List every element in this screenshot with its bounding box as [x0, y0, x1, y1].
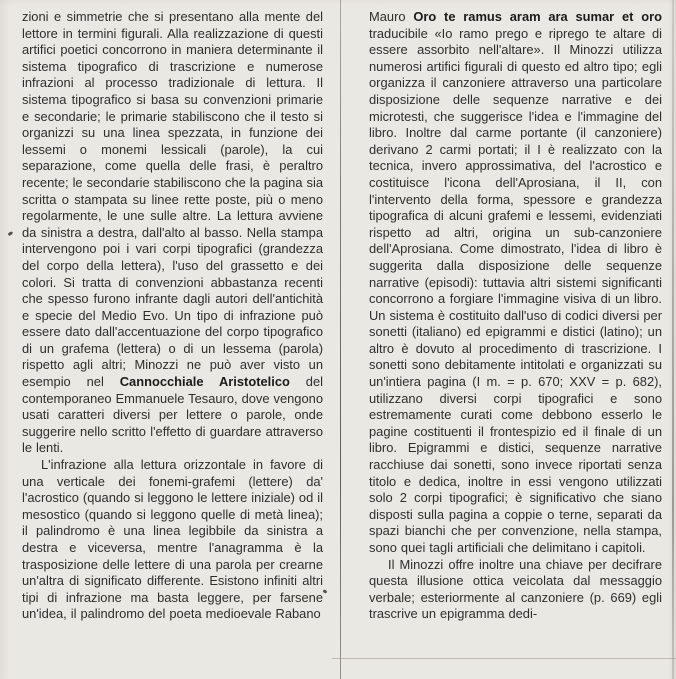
page-edge-scan-line: [672, 0, 674, 679]
bold-phrase-palindrome: Oro te ramus aram ara sumar et oro: [413, 9, 662, 24]
paragraph-text: zioni e simmetrie che si presentano alla mente del lettore in termini figurali. Alla realizzazione di questi artifici poetici concorrono in maniera determinante il sistema tipografico di trascrizione e numerose infrazioni al processo tradizionale di lettura. Il sistema tipografico si basa su convenzioni primarie e secondarie; le primarie stabiliscono che il testo si organizzi su una linea spezzata, in funzione dei lessemi o monemi lessicali (parole), la cui separazione, come quella delle frasi, è peraltro recente; le secondarie stabiliscono che la pagina sia scritta o stampata su linee rette poste, più o meno regolarmente, le une sulle altre. La lettura avviene da sinistra a destra, dall'alto al basso. Nella stampa intervengono poi i vari corpi tipografici (grandezza del corpo della lettera), l'uso del grassetto e dei colori. Si tratta di convenzioni abbastanza recenti che spesso furono infrante dagli autori dell'antichità e specie del Medio Evo. Un tipo di infrazione può essere dato dall'accentuazione del corpo tipografico di un grafema (lettera) o di un lessema (parola) rispetto agli altri; Minozzi ne può aver visto un esempio nel: [22, 9, 323, 390]
paragraph: [22, 457, 323, 623]
scan-speck: [323, 589, 328, 594]
paragraph-continuation: [369, 9, 662, 557]
paragraph-text: Mauro: [369, 9, 414, 24]
paragraph-text: del contemporaneo Emmanuele Tesauro, dove vengono usati caratteri diversi per lettere o parole, onde suggerire nello scritto l'effetto di guardare attraverso le lenti.: [22, 374, 323, 456]
paragraph-text: traducibile «Io ramo prego e riprego te altare di essere assorbito nell'altare». Il Minozzi utilizza numerosi artifici figurali di questo ed altro tipo; egli organizza il canzoniere attraverso una particolare disposizione delle sequenze narrative e dei microtesti, che suggerisce l'idea e l'immagine del libro. Inoltre dal carme portante (il canzoniere) derivano 2 carmi portati; il I è realizzato con la tecnica, invero approssimativa, del l'acrostico e costituisce l'icona dell'Aprosiana, il II, con l'intervento della forma, spessore e grandezza tipografica di alcuni grafemi e lessemi, evidenziati rispetto ad altri, origina un sub-canzoniere dell'Aprosiana. Come dimostrato, l'idea di libro è suggerita dalla disposizione delle sequenze narrative (episodi): tuttavia altri sistemi significanti concorrono a forgiare l'immagine visiva di un libro. Un sistema è costituito dall'uso di codici diversi per sonetti (italiano) ed epigrammi e distici (latino); un altro è dovuto al procedimento di trascrizione. I sonetti sono debitamente intitolati e organizzati su un'intiera pagina (I m. = p. 670; XXV = p. 682), utilizzano diversi corpi tipografici e sono estremamente curati come debbono esserlo le pagine costituenti il frontespizio ed il finale di un libro. Epigrammi e distici, sequenze narrative racchiuse dai sonetti, sono invece riportati senza titolo e dedica, inoltre in essi vengono utilizzati solo 2 corpi tipografici; è significativo che siano disposti sulla pagina a coppie o terne, separati da spazi bianchi che per convenzione, nella stampa, sono quei tagli artificiali che delimitano i capitoli.: [369, 25, 662, 555]
paragraph-text: L'infrazione alla lettura orizzontale in favore di una verticale dei fonemi-grafemi (lettere) da' l'acrostico (quando si leggono le lettere iniziale) od il mesostico (quando si leggono quelle di metà linea); il palindromo è una linea legibbile da sinistra a destra e viceversa, mentre l'anagramma è la trasposizione delle lettere di una parola per crearne un'altra di significato differente. Esistono infiniti altri tipi di infrazione ma basta leggere, per farsene un'idea, il palindromo del poeta medioevale Rabano: [22, 457, 323, 622]
column-divider-rule: [340, 0, 341, 679]
text-column-right: [369, 9, 662, 623]
text-column-left: [22, 9, 323, 623]
scan-artifact-line: [332, 658, 676, 659]
paragraph-continuation: [22, 9, 323, 457]
paragraph: [369, 557, 662, 623]
paragraph-text: Il Minozzi offre inoltre una chiave per decifrare questa illusione ottica veicolata dal messaggio verbale; esteriormente al canzoniere (p. 669) egli trascrive un epigramma dedi-: [369, 556, 662, 622]
bold-phrase-cannocchiale: Cannocchiale Aristotelico: [119, 374, 290, 390]
scan-speck: [8, 231, 14, 236]
